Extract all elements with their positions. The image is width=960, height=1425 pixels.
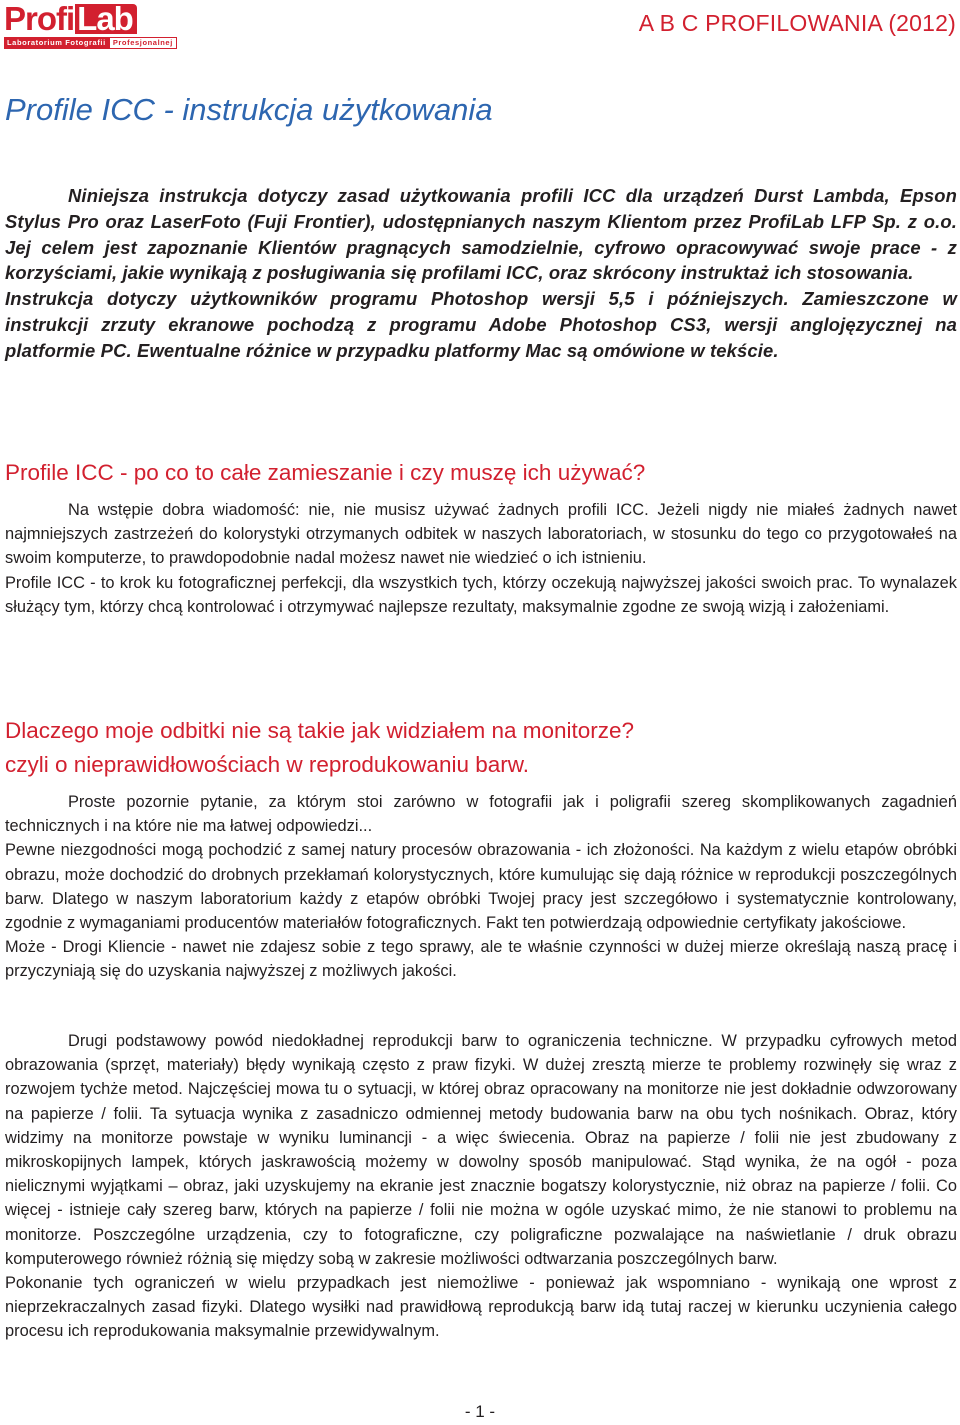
intro-paragraph-photoshop: Instrukcja dotyczy użytkowników programu Photoshop wersji 5,5 i późniejszych. Zamieszczone w instrukcji zrzuty ekranowe pochodzą z programu Adobe Photoshop CS3, wersji anglojęzycznej na platformie PC. Ewentualne różnice w przypadku platformy Mac są omówione w tekście. <box>5 288 957 361</box>
body-paragraph: Na wstępie dobra wiadomość: nie, nie musisz używać żadnych profili ICC. Jeżeli nigdy nie miałeś żadnych nawet najmniejszych zastrzeżeń do kolorystyki otrzymanych odbitek w naszych laboratoriach, w stosunku do tego co przygotowałeś na swoim komputerze, to prawdopodobnie nadal możesz nawet nie wiedzieć o ich istnieniu. <box>5 501 957 568</box>
logo-wordmark <box>4 0 184 37</box>
profilab-logo <box>4 0 184 48</box>
intro-paragraph: Niniejsza instrukcja dotyczy zasad użytkowania profili ICC dla urządzeń Durst Lambda, Epson Stylus Pro oraz LaserFoto (Fuji Frontier), udostępnianych naszym Klientom przez ProfiLab LFP Sp. z o.o. Jej celem jest zapoznanie Klientów pragnących samodzielnie, cyfrowo opracowywać swoje prace - z korzyściami, jakie wynikają z posługiwania się profilami ICC, oraz skrócony instruktaż ich stosowania. <box>5 185 957 284</box>
logo-tagline-part2: Profesjonalnej <box>109 37 177 49</box>
page-header <box>0 0 960 60</box>
body-paragraph: Profile ICC - to krok ku fotograficznej perfekcji, dla wszystkich tych, którzy oczekują najwyższej jakości swoich prac. To wynalazek służący tym, którzy chcą kontrolować i otrzymywać najlepsze rezultaty, maksymalnie zgodne ze swoją wizją i założeniami. <box>5 573 957 616</box>
section2-body-continued <box>5 1029 957 1344</box>
body-paragraph: Drugi podstawowy powód niedokładnej reprodukcji barw to ograniczenia techniczne. W przypadku cyfrowych metod obrazowania (sprzęt, materiały) błędy wynikają często z praw fizyki. W dużej zresztą mierze te problemy rozwinęły się wraz z rozwojem tychże metod. Najczęściej mowa tu o sytuacji, w której obraz opracowany na monitorze nie jest dokładnie odwzorowany na papierze / folii. Ta sytuacja wynika z zasadniczo odmiennej metody budowania barw na obu tych nośnikach. Obraz, który widzimy na monitorze powstaje w wyniku luminancji - a więc świecenia. Obraz na papierze / folii nie jest zbudowany z mikroskopijnych lampek, których jaskrawością możemy w dowolny sposób manipulować. Stąd wynika, że na ogół - poza nielicznymi wyjątkami – obraz, jaki uzyskujemy na ekranie jest znacznie bogatszy kolorystycznie, niż obraz na papierze / folii. Co więcej - istnieje cały szereg barw, których na papierze / folii nie można w ogóle uzyskać mimo, że nie stanowi to problemu na monitorze. Poszczególne urządzenia, czy to fotograficzne, czy poligraficzne pozwalające na naświetlanie / druk obrazu komputerowego również różnią się między sobą w zakresie możliwości odtwarzania poszczególnych barw. <box>5 1032 957 1268</box>
body-paragraph: Pewne niezgodności mogą pochodzić z samej natury procesów obrazowania - ich złożoności. Na każdym z wielu etapów obróbki obrazu, może dochodzić do drobnych przekłamań kolorystycznych, które kumulując się dają różnice w reprodukcji poszczególnych barw. Dlatego w naszym laboratorium każdy z etapów obróbki Twojej pracy jest szczegółowo i systematycznie kontrolowany, zgodnie z wymaganiami producentów materiałów fotograficznych. Fakt ten potwierdzają odpowiednie certyfikaty jakościowe. <box>5 841 957 933</box>
section2-heading-line1: Dlaczego moje odbitki nie są takie jak widziałem na monitorze? <box>5 718 635 743</box>
logo-tagline-part1: Laboratorium Fotografii <box>4 37 109 49</box>
section2-heading-line2: czyli o nieprawidłowościach w reprodukowaniu barw. <box>5 752 530 777</box>
page-title: Profile ICC - instrukcja użytkowania <box>5 92 493 127</box>
body-paragraph: Pokonanie tych ograniczeń w wielu przypadkach jest niemożliwe - ponieważ jak wspomniano - wynikają one wprost z nieprzekraczalnych zasad fizyki. Dlatego wysiłki nad prawidłową reprodukcją barw idą tutaj raczej w kierunku uczynienia całego procesu ich reprodukowania maksymalnie przewidywalnym. <box>5 1274 957 1341</box>
header-title: A B C PROFILOWANIA (2012) <box>638 10 956 36</box>
intro-section <box>5 183 957 364</box>
logo-name-profi: Profi <box>4 0 75 37</box>
section1-heading: Profile ICC - po co to całe zamieszanie i czy muszę ich używać? <box>5 460 646 485</box>
section2-body <box>5 790 957 984</box>
body-paragraph: Może - Drogi Kliencie - nawet nie zdajesz sobie z tego sprawy, ale te właśnie czynności w dużej mierze określają naszą pracę i przyczyniają się do uzyskania najwyższej z możliwych jakości. <box>5 938 957 981</box>
section1-body <box>5 498 957 619</box>
logo-name-lab: Lab <box>75 4 137 34</box>
page-number: - 1 - <box>464 1402 496 1421</box>
body-paragraph: Proste pozornie pytanie, za którym stoi zarówno w fotografii jak i poligrafii szereg skomplikowanych zagadnień technicznych i na które nie ma łatwej odpowiedzi... <box>5 793 957 836</box>
logo-tagline <box>4 37 184 49</box>
